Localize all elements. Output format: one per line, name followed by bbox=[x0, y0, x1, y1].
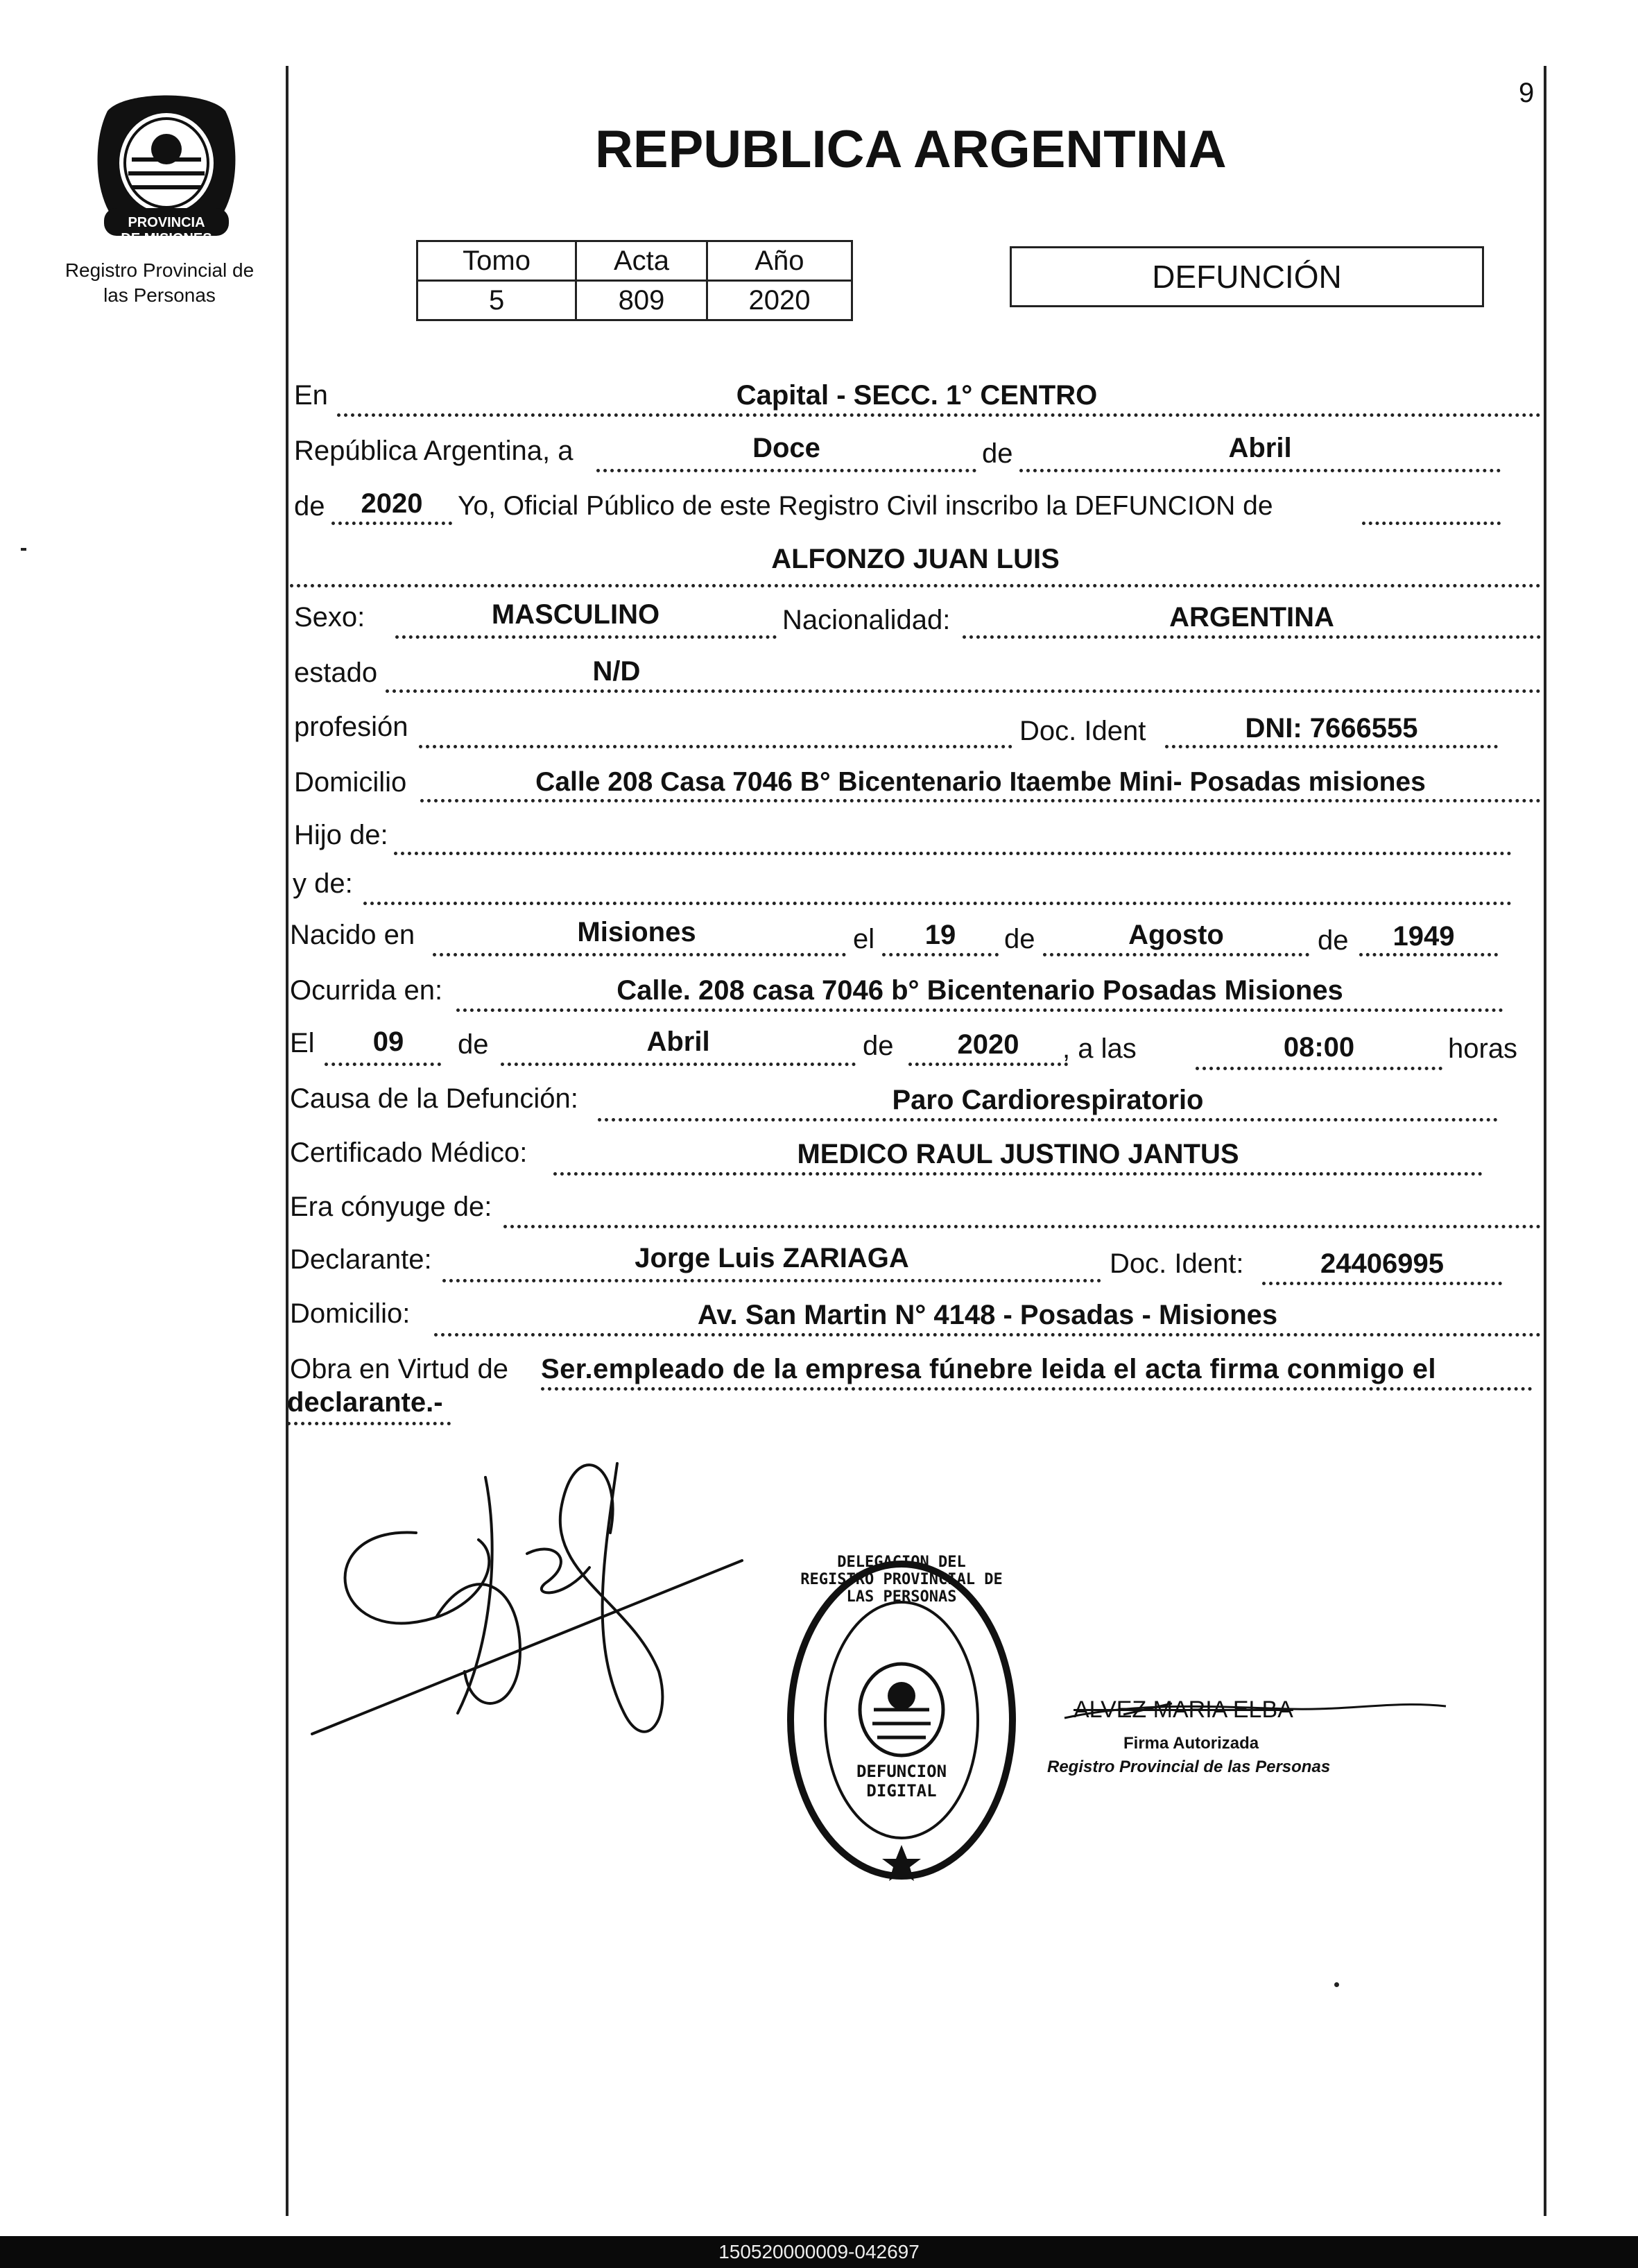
domicilio-line bbox=[420, 799, 1541, 802]
authorized-name: ALVEZ MARIA ELBA bbox=[1074, 1696, 1293, 1723]
death-day-value: 09 bbox=[372, 1026, 404, 1057]
horas-label: horas bbox=[1448, 1033, 1518, 1064]
obra-text-line-1: Ser.empleado de la empresa fúnebre leida el acta firma conmigo el bbox=[541, 1354, 1436, 1384]
y-de-line bbox=[363, 902, 1512, 905]
doc-type-box bbox=[1010, 246, 1484, 307]
inscribe-text: Yo, Oficial Público de este Registro Civil inscribo la DEFUNCION de bbox=[458, 491, 1273, 521]
sexo-value: MASCULINO bbox=[491, 599, 660, 630]
decl-doc-label: Doc. Ident: bbox=[1110, 1248, 1244, 1279]
domicilio-value: Calle 208 Casa 7046 B° Bicentenario Itaembe Mini- Posadas misiones bbox=[535, 767, 1426, 797]
decl-domicilio-value: Av. San Martin N° 4148 - Posadas - Misiones bbox=[697, 1300, 1278, 1330]
death-month-value: Abril bbox=[646, 1026, 710, 1057]
de-label-5: de bbox=[458, 1029, 489, 1060]
doc-ident-line bbox=[1165, 745, 1498, 748]
de-label-1: de bbox=[982, 438, 1013, 469]
causa-value: Paro Cardiorespiratorio bbox=[892, 1085, 1204, 1115]
deceased-name-line bbox=[290, 584, 1541, 587]
de-label-3: de bbox=[1004, 924, 1035, 954]
deceased-name-value: ALFONZO JUAN LUIS bbox=[771, 544, 1060, 574]
record-table bbox=[416, 240, 853, 321]
decl-doc-value: 24406995 bbox=[1320, 1248, 1444, 1279]
country-title: REPUBLICA ARGENTINA bbox=[595, 120, 1227, 179]
month-line bbox=[1019, 469, 1501, 472]
estado-label: estado bbox=[294, 658, 378, 688]
month-value: Abril bbox=[1228, 433, 1292, 463]
decl-domicilio-label: Domicilio: bbox=[290, 1298, 411, 1329]
doc-ident-value: DNI: 7666555 bbox=[1245, 713, 1418, 744]
certificado-label: Certificado Médico: bbox=[290, 1137, 528, 1168]
acta-value: 809 bbox=[576, 281, 707, 320]
tomo-value: 5 bbox=[417, 281, 576, 320]
death-day-line bbox=[325, 1063, 441, 1066]
stamp-inner-text: DEFUNCION DIGITAL bbox=[856, 1762, 947, 1801]
ocurrida-value: Calle. 208 casa 7046 b° Bicentenario Posadas Misiones bbox=[617, 975, 1343, 1006]
domicilio-label: Domicilio bbox=[294, 767, 407, 798]
estado-line bbox=[386, 689, 1541, 693]
decl-doc-line bbox=[1262, 1282, 1502, 1285]
sexo-label: Sexo: bbox=[294, 602, 365, 633]
official-stamp bbox=[784, 1554, 1019, 1887]
declarante-value: Jorge Luis ZARIAGA bbox=[635, 1243, 909, 1273]
left-margin-line bbox=[286, 66, 288, 2216]
causa-label: Causa de la Defunción: bbox=[290, 1083, 578, 1114]
anio-header: Año bbox=[707, 241, 852, 281]
birth-month-line bbox=[1043, 953, 1309, 956]
nacido-label: Nacido en bbox=[290, 920, 415, 950]
inscribe-line bbox=[1362, 522, 1501, 525]
registry-label-line-1: Registro Provincial de bbox=[64, 259, 255, 281]
causa-line bbox=[598, 1118, 1498, 1122]
nacido-en-value: Misiones bbox=[577, 917, 696, 947]
en-label: En bbox=[294, 380, 328, 411]
certificado-line bbox=[553, 1172, 1483, 1176]
death-year-line bbox=[908, 1063, 1068, 1066]
y-de-label: y de: bbox=[293, 868, 353, 899]
nacido-en-line bbox=[433, 953, 846, 956]
year-value: 2020 bbox=[361, 488, 423, 519]
conyuge-line bbox=[503, 1225, 1541, 1228]
ocurrida-label: Ocurrida en: bbox=[290, 975, 443, 1006]
authorized-title: Firma Autorizada bbox=[1123, 1734, 1259, 1753]
decl-domicilio-line bbox=[434, 1333, 1541, 1337]
hijo-label: Hijo de: bbox=[294, 820, 388, 850]
certificado-value: MEDICO RAUL JUSTINO JANTUS bbox=[797, 1139, 1239, 1169]
birth-year-value: 1949 bbox=[1393, 921, 1455, 952]
right-margin-line bbox=[1544, 66, 1546, 2216]
hijo-line bbox=[394, 852, 1512, 855]
obra-label: Obra en Virtud de bbox=[290, 1354, 509, 1384]
de-label-4: de bbox=[1318, 925, 1349, 956]
death-time-value: 08:00 bbox=[1283, 1032, 1355, 1063]
birth-year-line bbox=[1359, 953, 1498, 956]
declarante-line bbox=[442, 1279, 1101, 1282]
margin-mark bbox=[21, 548, 26, 551]
tomo-header: Tomo bbox=[417, 241, 576, 281]
stamp-ring-text: DELEGACION DEL REGISTRO PROVINCIAL DE LAS PERSONAS bbox=[800, 1554, 1003, 1606]
obra-text-line-2: declarante.- bbox=[287, 1387, 443, 1418]
stray-dot bbox=[1334, 1982, 1339, 1987]
authorized-org: Registro Provincial de las Personas bbox=[1047, 1758, 1331, 1776]
acta-header: Acta bbox=[576, 241, 707, 281]
de-label-2: de bbox=[294, 491, 325, 522]
nacionalidad-value: ARGENTINA bbox=[1169, 602, 1334, 633]
day-words-line bbox=[596, 469, 976, 472]
estado-value: N/D bbox=[592, 656, 641, 687]
a-las-label: , a las bbox=[1062, 1033, 1137, 1064]
doc-type-label: DEFUNCIÓN bbox=[1152, 259, 1342, 295]
conyuge-label: Era cónyuge de: bbox=[290, 1192, 492, 1222]
death-year-value: 2020 bbox=[957, 1029, 1019, 1060]
obra-line-1 bbox=[541, 1387, 1533, 1391]
birth-month-value: Agosto bbox=[1128, 920, 1224, 950]
registry-label-line-2: las Personas bbox=[103, 284, 216, 306]
day-words-value: Doce bbox=[752, 433, 820, 463]
nacionalidad-line bbox=[963, 635, 1541, 639]
footer-code: 150520000009-042697 bbox=[0, 2236, 1638, 2268]
profesion-label: profesión bbox=[294, 712, 408, 742]
republica-label: República Argentina, a bbox=[294, 436, 574, 466]
birth-day-line bbox=[882, 953, 999, 956]
year-line bbox=[331, 522, 452, 525]
logo-ring-text: PROVINCIA DE MISIONES bbox=[121, 215, 212, 246]
el-label: el bbox=[853, 924, 875, 954]
nacionalidad-label: Nacionalidad: bbox=[782, 605, 951, 635]
death-time-line bbox=[1196, 1067, 1442, 1070]
declarante-label: Declarante: bbox=[290, 1244, 432, 1275]
place-line bbox=[337, 413, 1541, 417]
profesion-line bbox=[419, 745, 1012, 748]
death-month-line bbox=[501, 1063, 856, 1066]
birth-day-value: 19 bbox=[924, 920, 956, 950]
sexo-line bbox=[395, 635, 777, 639]
doc-ident-label: Doc. Ident bbox=[1019, 716, 1146, 746]
place-value: Capital - SECC. 1° CENTRO bbox=[736, 380, 1098, 411]
province-logo bbox=[90, 83, 243, 246]
ocurrida-line bbox=[456, 1008, 1503, 1012]
de-label-6: de bbox=[863, 1031, 894, 1061]
el-cap-label: El bbox=[290, 1028, 315, 1058]
page-number: 9 bbox=[1519, 78, 1535, 108]
anio-value: 2020 bbox=[707, 281, 852, 320]
declarant-signature bbox=[298, 1422, 853, 1803]
